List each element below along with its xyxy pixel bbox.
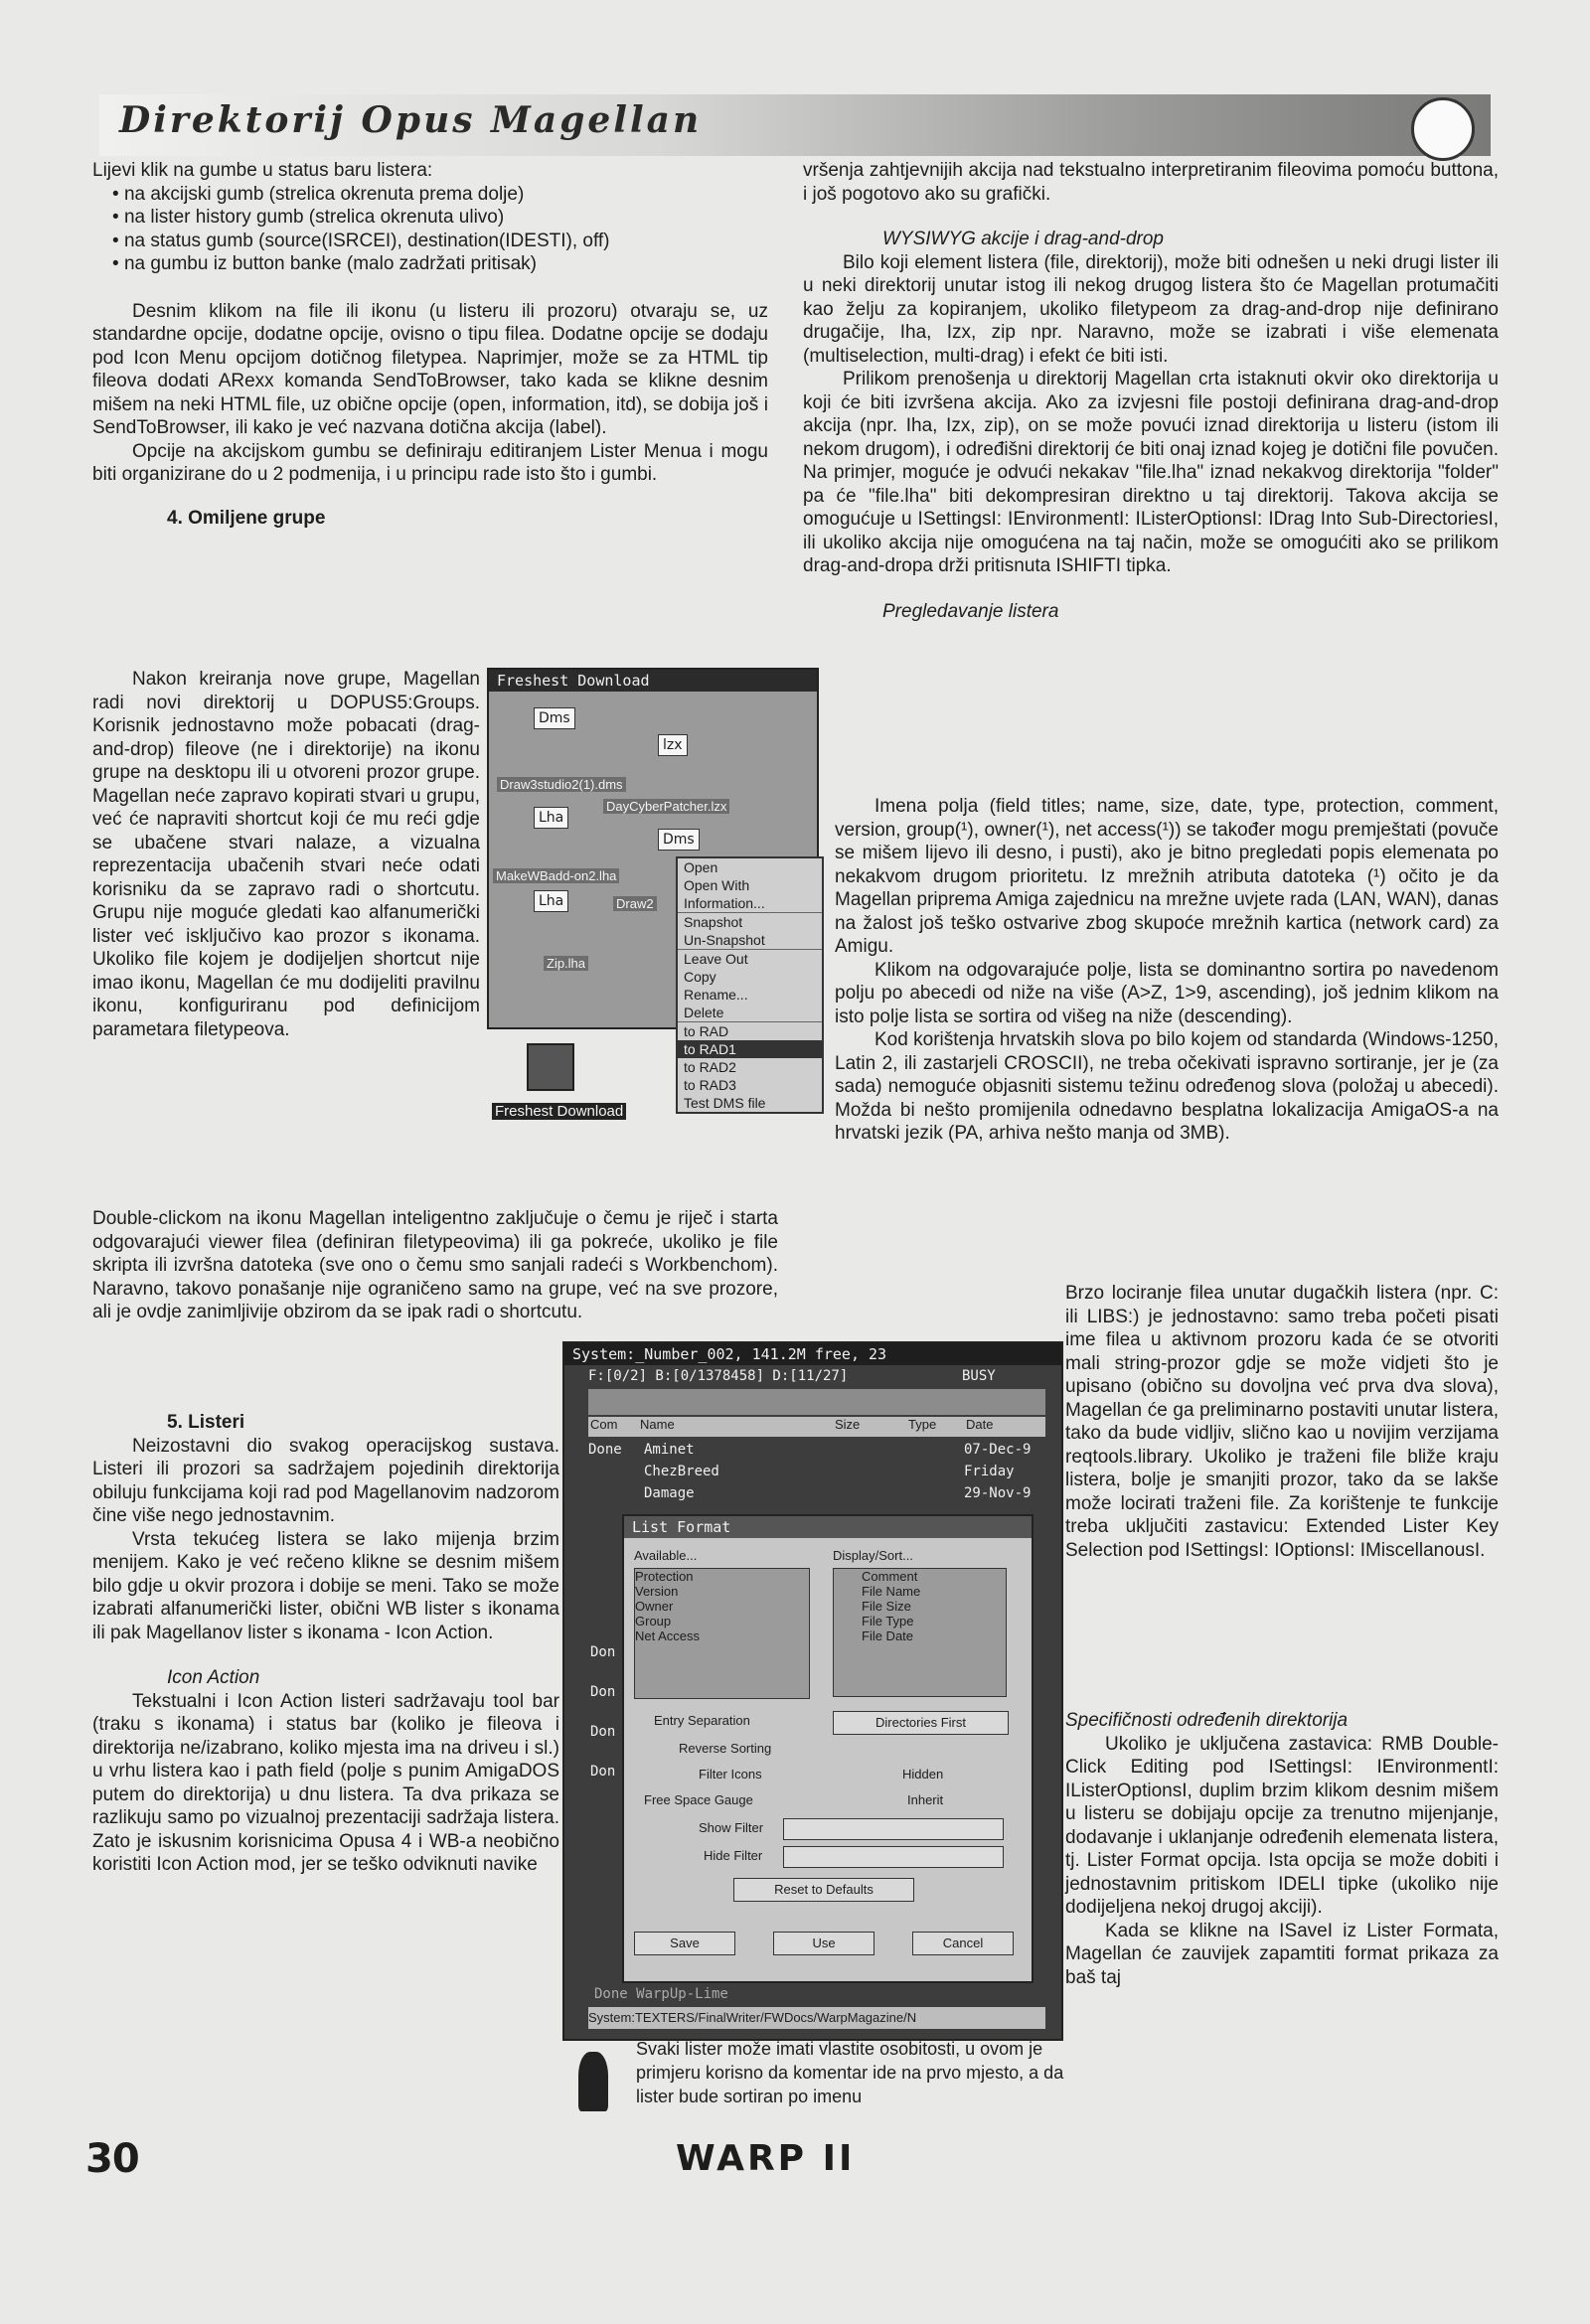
status-bar: F:[0/2] B:[0/1378458] D:[11/27] (588, 1368, 849, 1384)
icon-label: Zip.lha (544, 956, 588, 971)
paragraph: Prilikom prenošenja u direktorij Magellan crta istaknuti okvir oko direktorija u koji će biti izvršena akcija. Ako za izvjesni file postoji definirana drag-and-drop akcija (npr. Iha, Izx, zip), on se može povući iznad direktorija u listeru (istom ili nekom drugom), i određišni direktorij će biti onaj iznad kojeg je dotični file povučen. Na primjer, moguće je odvući nekakav "file.lha" iznad nekakvog direktorija "folder" pa će "file.lha" biti dekompresiran direktno u taj direktorij. Takova akcija se omogućuje u ISettingsI: IEnvironmentI: IListerOptionsI: IDrag Into Sub-DirectoriesI, ili ukoliko akcija nije omogućena na taj način, može se omogućiti ako se prilikom drag-and-dropa drži pritisnuta ISHIFTI tipka. (803, 369, 1499, 576)
context-menu[interactable] (676, 856, 824, 1114)
inherit-label: Inherit (907, 1792, 944, 1807)
right-column-middle (835, 795, 1499, 1144)
column-headers[interactable] (588, 1417, 1045, 1437)
cancel-button[interactable]: Cancel (912, 1932, 1014, 1955)
icon-label: Draw2 (613, 896, 657, 911)
menu-item-open-with[interactable]: Open With (684, 877, 750, 893)
col-name[interactable]: Name (640, 1417, 675, 1432)
display-list[interactable]: Comment File Name File Size File Type File Date (833, 1568, 1007, 1697)
directories-first-cycle[interactable]: Directories First (833, 1711, 1009, 1735)
show-filter-input[interactable] (783, 1818, 1004, 1840)
intro-text: Lijevi klik na gumbe u status baru listera: (92, 160, 433, 181)
paragraph: Double-clickom na ikonu Magellan inteligentno zaključuje o čemu je riječ i starta odgovarajući viewer filea (definiran filetypeovima) ili ga pokreće, ukoliko je file skripta ili izvršna datoteka (sve ono o čemu smo sanjali radeći s Workbenchom). Naravno, takovo ponašanje nije ograničeno samo na grupe, već na sve prozore, ali je ovdje zanimljivije obzirom da se ipak radi o shortcutu. (92, 1208, 778, 1322)
busy-indicator: BUSY (962, 1368, 996, 1384)
show-filter-label: Show Filter (699, 1820, 764, 1835)
caption-marker-icon (578, 2052, 608, 2111)
reset-defaults-button[interactable]: Reset to Defaults (733, 1878, 914, 1902)
lha-file-icon[interactable]: Lha (534, 890, 568, 912)
available-label: Available... (634, 1548, 698, 1563)
bullet-item: • na akcijski gumb (strelica okrenuta prema dolje) (92, 183, 768, 207)
window-title[interactable]: Freshest Download (489, 670, 817, 692)
side-row: Don (590, 1724, 616, 1740)
dialog-title[interactable]: List Format (624, 1516, 1032, 1538)
right-column-upper (803, 159, 1499, 623)
dms-file-icon[interactable]: Dms (658, 829, 700, 851)
col-date[interactable]: Date (966, 1417, 994, 1432)
side-row: Don (590, 1764, 616, 1780)
dms-file-icon[interactable]: Dms (534, 707, 575, 729)
bullet-item: • na lister history gumb (strelica okrenuta ulivo) (92, 206, 768, 230)
section4-continuation (92, 1207, 778, 1322)
section-heading: 4. Omiljene grupe (167, 507, 326, 529)
icon-label: DayCyberPatcher.lzx (603, 799, 729, 814)
menu-item-to-rad[interactable]: to RAD (678, 1021, 822, 1040)
paragraph: Opcije na akcijskom gumbu se definiraju editiranjem Lister Menua i mogu biti organizirane do u 2 podmenija, i u principu rade isto što i gumbi. (92, 440, 768, 485)
side-row: Don (590, 1644, 616, 1660)
magazine-name: WARP II (676, 2138, 856, 2179)
menu-item-copy[interactable]: Copy (684, 969, 716, 985)
icon-label: MakeWBadd-on2.lha (493, 868, 619, 883)
window-title[interactable]: System:_Number_002, 141.2M free, 23 (564, 1343, 1061, 1365)
lha-file-icon[interactable]: Lha (534, 807, 568, 829)
available-list[interactable]: Protection Version Owner Group Net Access (634, 1568, 810, 1699)
paragraph: vršenja zahtjevnijih akcija nad tekstualno interpretiranim fileovima pomoću buttona, i još pogotovo ako su grafički. (803, 160, 1499, 205)
menu-item-open[interactable]: Open (684, 859, 718, 875)
paragraph: Kada se klikne na ISaveI iz Lister Formata, Magellan će zauvijek zapamtiti format prikaza za baš taj (1065, 1920, 1499, 1988)
bullet-item: • na status gumb (source(ISRCEI), destination(IDESTI), off) (92, 230, 768, 253)
paragraph: Nakon kreiranja nove grupe, Magellan radi novi direktorij u DOPUS5:Groups. Korisnik jednostavno može pobacati (drag-and-drop) fileove (ne i direktorije) na ikonu grupe na desktopu ili u otvoreni prozor grupe. Magellan neće zapravo kopirati stvari u grupu, već će napraviti shortcut koji će mu reći gdje se ubačene stvari nalaze, a vizualna reprezentacija ubačenih stvari neće odati korisniku da se zapravo radi o shortcutu. Grupu nije moguće gledati kao alfanumerički lister već isključivo kao prozor s ikonama. Ukoliko file kojem je dodijeljen shortcut nije imao ikonu, Magellan će mu dodijeliti pravilnu ikonu, konfiguriranu pod definicijom parametara filetypeova. (92, 669, 480, 1040)
menu-item-leave-out[interactable]: Leave Out (678, 949, 822, 968)
menu-item-to-rad2[interactable]: to RAD2 (684, 1059, 736, 1075)
menu-item-to-rad1[interactable]: to RAD1 (678, 1040, 822, 1058)
paragraph: Imena polja (field titles; name, size, date, type, protection, comment, version, group(¹), owner(¹), net access(¹)) se također mogu premještati (povuče se mišem lijevo ili desno, i pusti), ako je bitno pregledati popis elemenata po nekakvom drugom prioritetu. Iz mrežnih atributa datoteka (¹) očito je da Magellan priprema Amiga zajednicu na mrežne uvjete rada (LAN, WAN), danas na žalost još teško ostvarive zbog skupoće mrežnih kartica (network card) za Amigu. (835, 796, 1499, 957)
filter-icons-label: Filter Icons (699, 1767, 762, 1782)
menu-item-test-dms[interactable]: Test DMS file (684, 1095, 766, 1111)
section5-column (92, 1411, 559, 1877)
hidden-label: Hidden (902, 1767, 944, 1782)
menu-item-rename[interactable]: Rename... (684, 987, 748, 1003)
path-field[interactable]: System:TEXTERS/FinalWriter/FWDocs/WarpMagazine/N (588, 2007, 1045, 2029)
section-heading: 5. Listeri (167, 1412, 245, 1433)
bullet-item: • na gumbu iz button banke (malo zadržati pritisak) (92, 252, 768, 276)
paragraph: Bilo koji element listera (file, direktorij), može biti odnešen u neki drugi lister ili u neki direktorij unutar istog ili nekog drugog listera što će Magellan protumačiti kao želju za kopiranjem, ukoliko filetypeom za drag-and-drop nije definirano drugačije, Iha, Izx, zip npr. Naravno, može se izabrati i više elemenata (multiselection, multi-drag) i efekt će biti isti. (803, 251, 1499, 367)
entry-separation-label: Entry Separation (654, 1713, 750, 1728)
display-sort-label: Display/Sort... (833, 1548, 913, 1563)
paragraph: Desnim klikom na file ili ikonu (u listeru ili prozoru) otvaraju se, uz standardne opcije, dodatne opcije, ovisno o tipu filea. Dodatne opcije se dodaju pod Icon Menu opcijom dotičnog filetypea. Naprimjer, može se za HTML tip fileova dodati ARexx komanda SendToBrowser, tako kada se klikne desnim mišem na neki HTML file, uz običnе opcije (open, information, itd), se dobija još i SendToBrowser, ili kako je već nazvana dotična akcija (label). (92, 300, 768, 438)
paragraph: Neizostavni dio svakog operacijskog sustava. Listeri ili prozori sa sadržajem pojedinih direktorija obiluju funkcijama koji rad pod Magellanovim nadzorom čine više nego jednostavnim. (92, 1435, 559, 1526)
menu-item-information[interactable]: Information... (684, 895, 765, 911)
use-button[interactable]: Use (773, 1932, 874, 1955)
subsection-heading: Pregledavanje listera (882, 600, 1059, 622)
icon-label: Draw3studio2(1).dms (497, 777, 626, 792)
paragraph: Brzo lociranje filea unutar dugačkih listera (npr. C: ili LIBS:) je jednostavno: samo treba početi pisati ime filea u aktivnom prozoru kada će se otvoriti mali string-prozor gdje se može vidjeti što je upisano (obično su dovoljna već prva dva slova), Magellan će ga preliminarno postaviti unutar listera, tako da bude vidljiv, slično kao u novijim verzijama reqtools.library. Ukoliko je traženi file bliže kraju listera, bolje je smanjiti prozor, tako da se lakše može locirati traženi file. Za korištenje te funkcije treba uključiti zastavicu: Extended Lister Key Selection pod ISettingsI: IOptionsI: IMiscellanousI. (1065, 1283, 1499, 1561)
paragraph: Kod korištenja hrvatskih slova po bilo kojem od standarda (Windows-1250, Latin 2, ili zastarjeli CROSCII), ne treba očekivati ispravno sortiranje, jer je (za sada) nemoguće objasniti sistemu težinu određenog slova (položaj u abecedi). Možda bi nešto promijenila odnedavno besplatna lokalizacija AmigaOS-a na hrvatski jezik (PA, arhiva nešto manja od 3MB). (835, 1029, 1499, 1144)
lzx-file-icon[interactable]: lzx (658, 734, 688, 756)
save-button[interactable]: Save (634, 1932, 735, 1955)
bottom-row: Done WarpUp-Lime (594, 1986, 728, 2002)
col-comment[interactable]: Com (590, 1417, 618, 1432)
list-format-dialog[interactable] (622, 1514, 1034, 1983)
subsection-heading: Icon Action (167, 1667, 260, 1688)
menu-item-unsnapshot[interactable]: Un-Snapshot (684, 932, 765, 948)
figure-caption: Svaki lister može imati vlastite osobitosti, u ovom je primjeru korisno da komentar ide na prvo mjesto, a da lister bude sortiran po imenu (636, 2039, 1064, 2106)
magazine-logo-icon (1411, 97, 1475, 161)
page-number: 30 (85, 2136, 139, 2182)
paragraph: Klikom na odgovarajuće polje, lista se dominantno sortira po navedenom polju po abecedi od niže na više (A>Z, 1>9, ascending), još jednim klikom na isto polje lista se sortira od višeg na niže (descending). (835, 959, 1499, 1027)
col-size[interactable]: Size (835, 1417, 861, 1432)
free-space-gauge-label: Free Space Gauge (644, 1792, 753, 1807)
side-row: Don (590, 1684, 616, 1700)
col-type[interactable]: Type (908, 1417, 937, 1432)
subsection-heading: WYSIWYG akcije i drag-and-drop (882, 229, 1164, 249)
subsection-heading: Specifičnosti određenih direktorija (1065, 1710, 1349, 1731)
right-column-lower (1065, 1282, 1499, 1989)
paragraph: Ukoliko je uključena zastavica: RMB Double-Click Editing pod ISettingsI: IEnvironmentI: IListerOptionsI, duplim brzim klikom desnim mišem u listeru se dobijaju opcije za trenutno mijenjanje, dodavanje i uklanjanje određenih elemenata listera, tj. Lister Format opcija. Ista opcija se može dobiti i jednostavnim pritiskom IDELI tipke (ukoliko nije dodijeljena nekoj drugoj akciji). (1065, 1733, 1499, 1918)
hide-filter-label: Hide Filter (704, 1848, 763, 1863)
group-icon-label: Freshest Download (492, 1103, 626, 1120)
paragraph: Tekstualni i Icon Action listeri sadržavaju tool bar (traku s ikonama) i status bar (koliko je fileova i direktorija ne/izabrano, koliko mjesta ima na driveu i sl.) u vrhu listera kao i path field (polje s punim AmigaDOS putem do direktorija) u dnu listera. Ta dva prikaza se razlikuju samo po vizualnoj prezentaciji sadržaja listera. Zato je iskusnim korisnicima Opusa 4 i WB-a neobično koristiti Icon Action mod, jer se teško odviknuti navike (92, 1690, 559, 1875)
tool-bar[interactable] (588, 1389, 1045, 1415)
menu-item-to-rad3[interactable]: to RAD3 (684, 1077, 736, 1093)
lister-window[interactable]: System:_Number_002, 141.2M free, 23 F:[0/2] B:[0/1378458] D:[11/27] BUSY Com Name Size Type Date Done Aminet 07-Dec-9 ChezBreed Friday Damage 29-Nov-9 Don Don Don Don Done WarpUp-Lime System:TEXTERS/FinalWriter/FWDocs/WarpMagazine/N List Format Available... Display/Sort... Protection Version Owner Group Net Access Comment File Name File Size File Type File Date Entry Separation Directories First Reverse Sorting Filter Icons Hidden Free Space Gauge Inherit Show Filter Hide Filter Reset to Defaults Save Use Cancel (562, 1341, 1063, 2041)
table-row[interactable]: Done Aminet 07-Dec-9 (588, 1442, 1032, 1458)
paragraph: Vrsta tekućeg listera se lako mijenja brzim menijem. Kako je već rečeno klikne se desnim mišem bilo gdje u okvir prozora i dobije se meni. Tako se može izabrati alfanumerički lister, obični WB lister s ikonama ili pak Magellanov lister s ikonama - Icon Action. (92, 1528, 559, 1643)
section-header-title: Direktorij Opus Magellan (119, 99, 703, 141)
left-column-upper (92, 159, 768, 530)
menu-item-delete[interactable]: Delete (684, 1005, 724, 1020)
menu-item-snapshot[interactable]: Snapshot (678, 912, 822, 931)
group-drawer-icon[interactable] (527, 1043, 574, 1091)
hide-filter-input[interactable] (783, 1846, 1004, 1868)
reverse-sorting-label: Reverse Sorting (679, 1741, 772, 1756)
